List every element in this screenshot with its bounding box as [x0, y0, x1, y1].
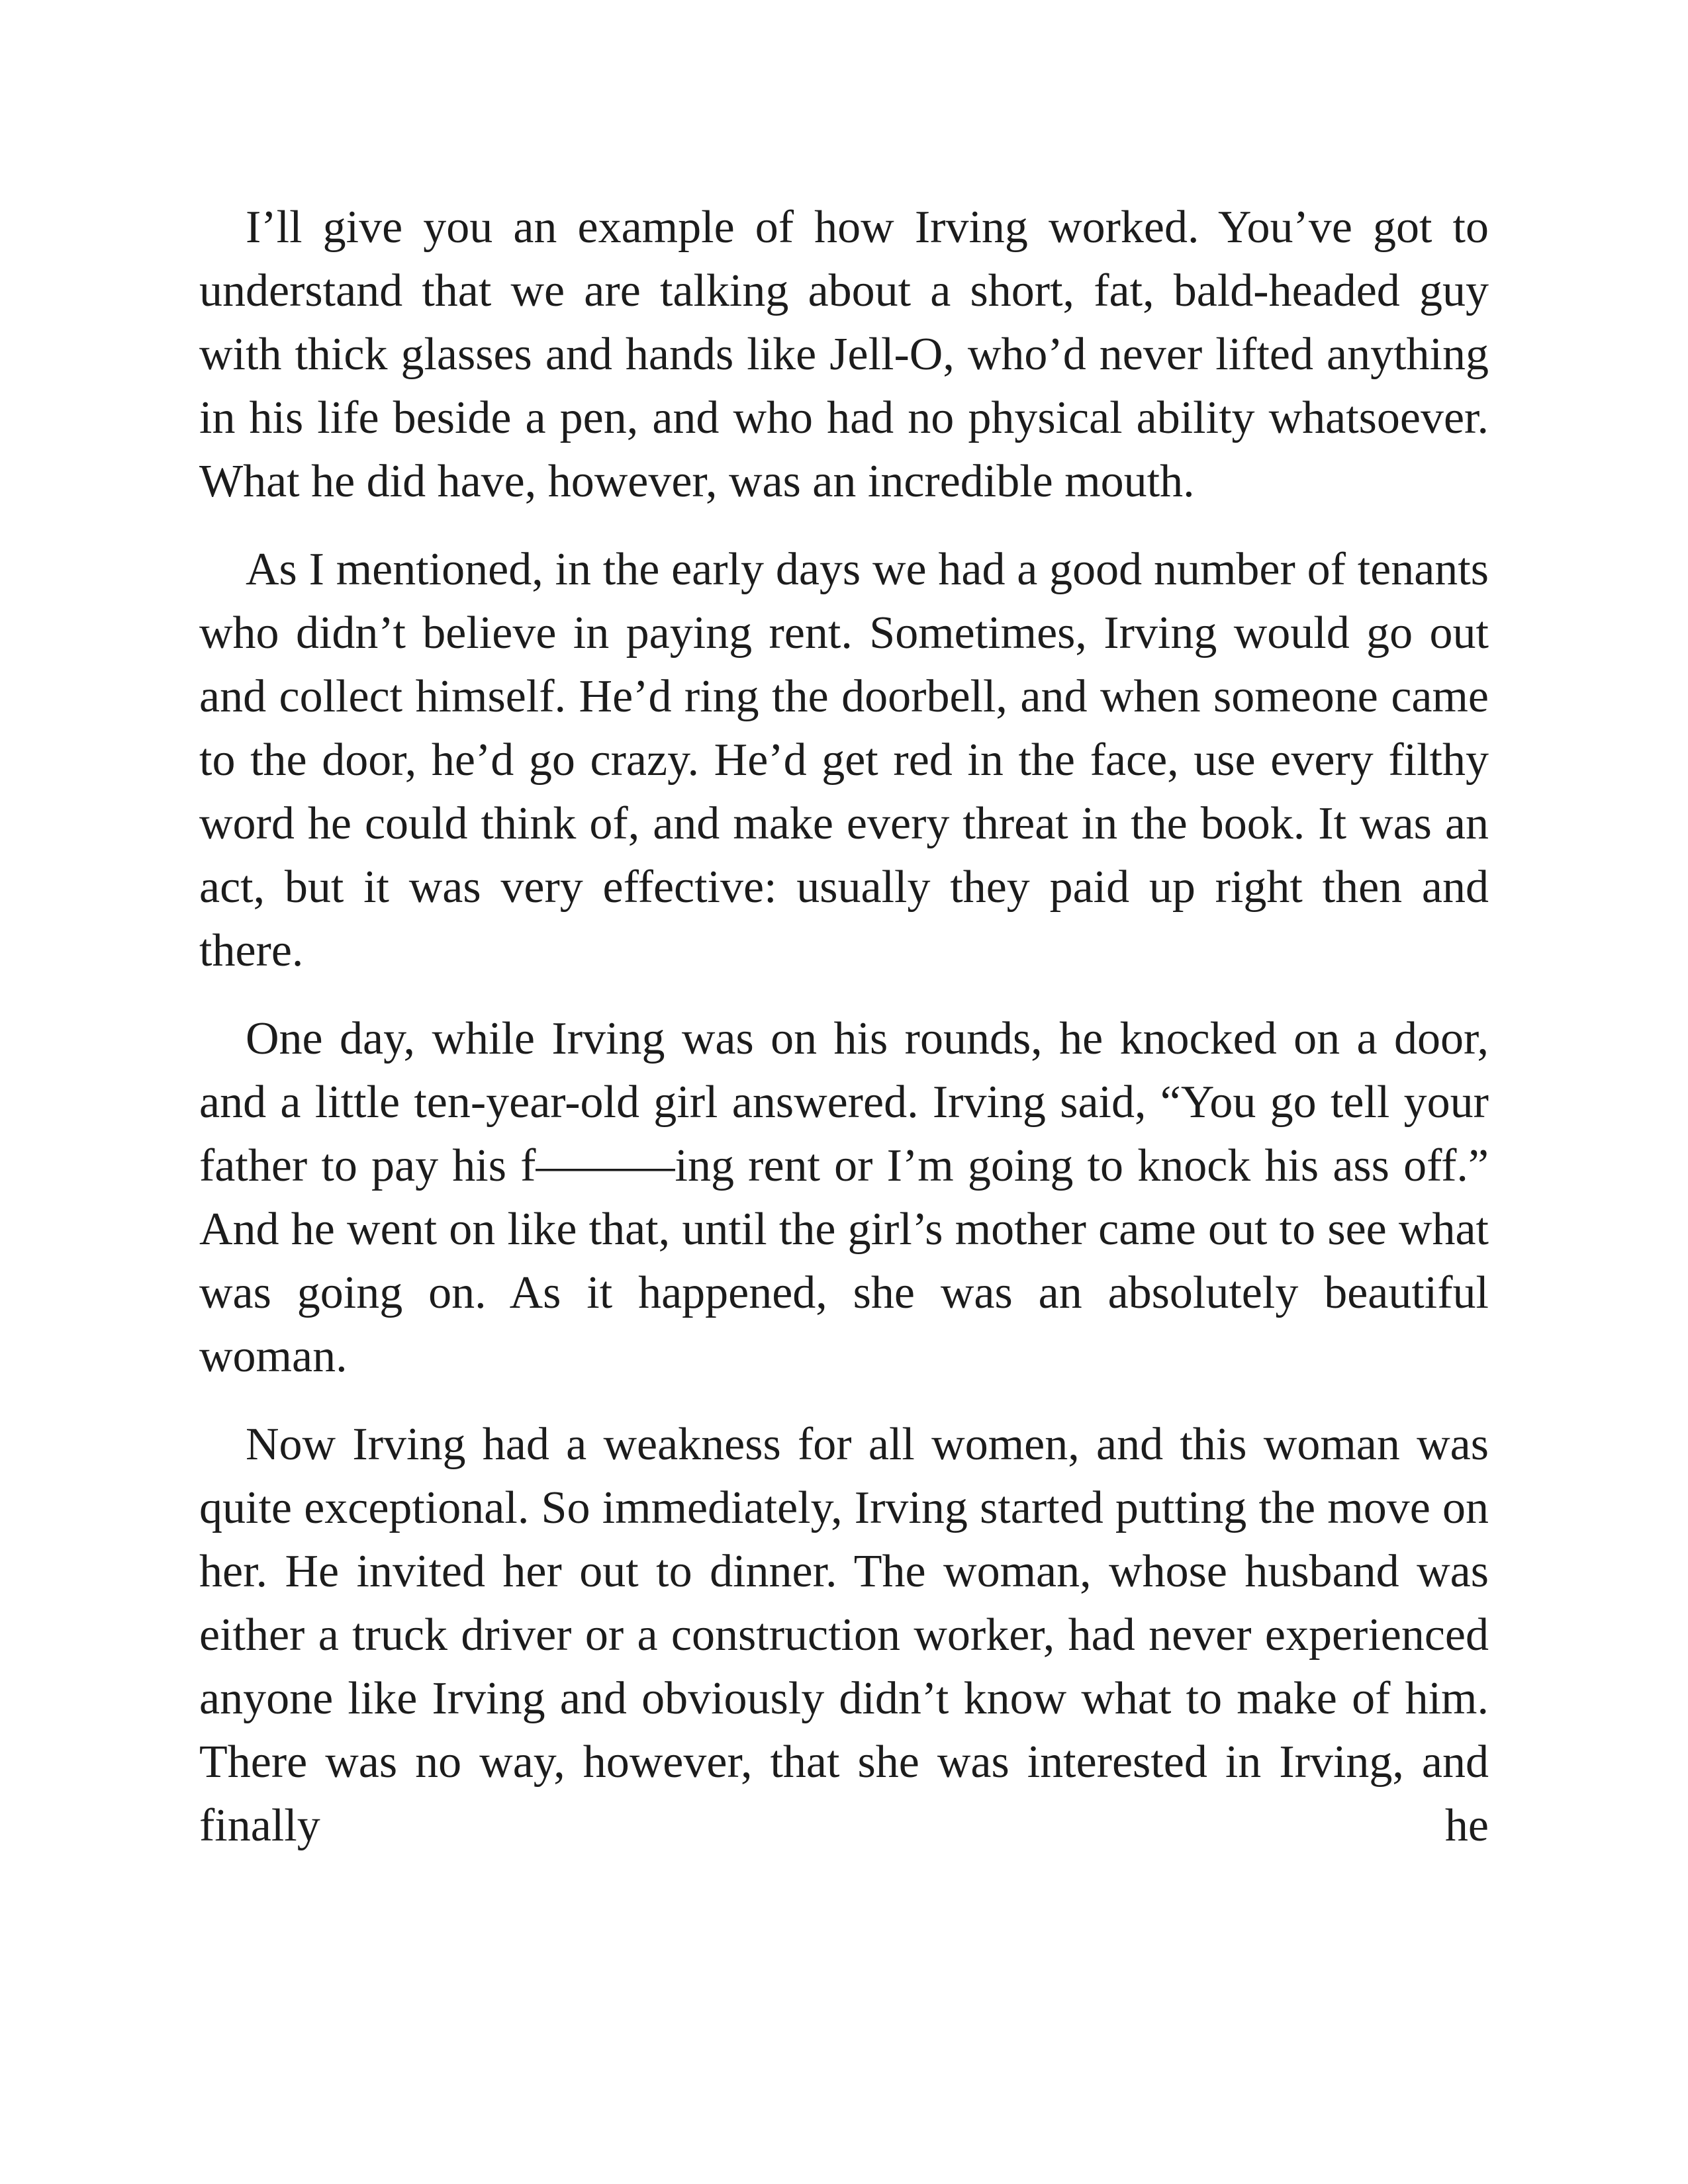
paragraph-2: As I mentioned, in the early days we had a good number of tenants who didn’t believe in paying rent. Sometimes, Irving would go out and collect himself. He’d ring the doorbell, and when someone came to the door, he’d go crazy. He’d get red in the face, use every filthy word he could think of, and make every threat in the book. It was an act, but it was very effective: usually they paid up right then and there. [199, 544, 1489, 976]
body-text [199, 196, 1489, 1858]
paragraph-4: Now Irving had a weakness for all women, and this woman was quite exceptional. So immediately, Irving started putting the move on her. He invited her out to dinner. The woman, whose husband was either a truck driver or a construction worker, had never experienced anyone like Irving and obviously didn’t know what to make of him. There was no way, however, that she was interested in Irving, and finally he [199, 1419, 1489, 1851]
paragraph-1: I’ll give you an example of how Irving worked. You’ve got to understand that we are talking about a short, fat, bald-headed guy with thick glasses and hands like Jell-O, who’d never lifted anything in his life beside a pen, and who had no physical ability whatsoever. What he did have, however, was an incredible mouth. [199, 202, 1489, 507]
paragraph-3: One day, while Irving was on his rounds, he knocked on a door, and a little ten-year-old girl answered. Irving said, “You go tell your father to pay his f———ing rent or I’m going to knock his ass off.” And he went on like that, until the girl’s mother came out to see what was going on. As it happened, she was an absolutely beautiful woman. [199, 1013, 1489, 1382]
